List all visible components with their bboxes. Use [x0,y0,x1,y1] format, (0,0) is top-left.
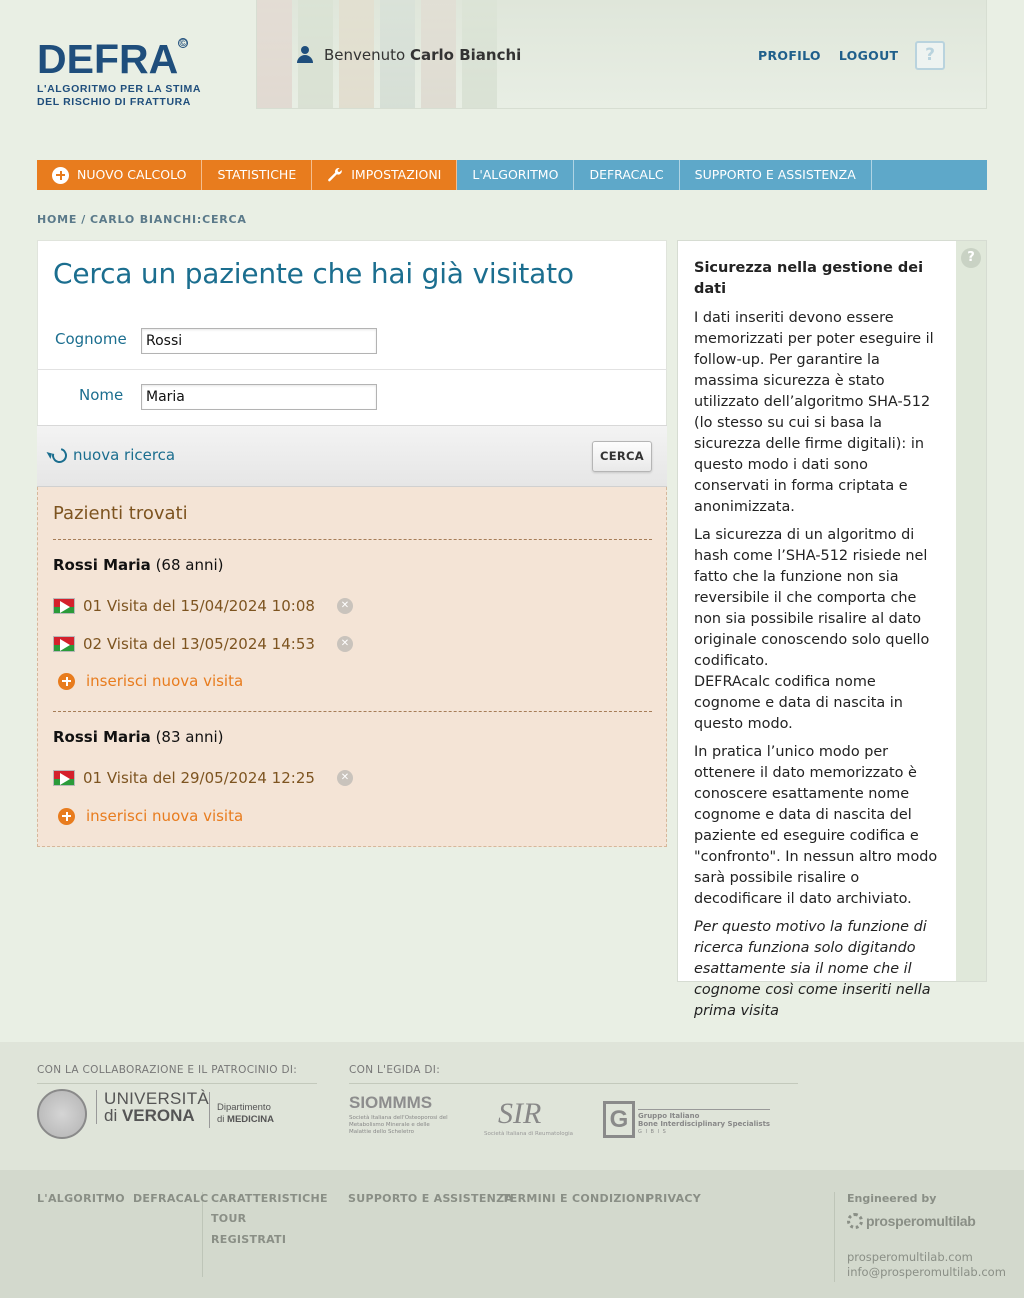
company-contact [847,1250,1006,1280]
pm-logo-icon [847,1213,863,1229]
divider [37,1083,317,1084]
footer-link-privacy[interactable]: PRIVACY [646,1192,702,1205]
help-icon[interactable]: ? [961,248,981,268]
divider [53,711,652,712]
add-visit-link[interactable]: inserisci nuova visita [58,672,243,690]
divider [53,539,652,540]
new-search-link[interactable]: nuova ricerca [52,446,175,464]
flag-icon [53,636,75,652]
sidebar-paragraph: In pratica l’unico modo per ottenere il dato memorizzato è conoscere esattamente nome cognome e data di nascita del paziente ed eseguire codifica e "confronto". In nessun altro modo sarà possibile risalire o decodificare il dato archiviato. [694,744,938,907]
collab-label: CON LA COLLABORAZIONE E IL PATROCINIO DI: [37,1064,298,1076]
delete-icon[interactable]: ✕ [337,770,353,786]
delete-icon[interactable]: ✕ [337,636,353,652]
univr-logo[interactable]: UNIVERSITÀ di VERONA [96,1090,209,1124]
visit-link[interactable]: 01 Visita del 29/05/2024 12:25 [83,769,315,787]
copyright-mark: © [179,38,187,49]
main-nav [37,160,987,190]
footer-link-defracalc[interactable]: DEFRACALC [133,1192,209,1205]
flag-icon [53,770,75,786]
nav-impostazioni[interactable]: IMPOSTAZIONI [312,160,457,190]
surname-input[interactable] [141,328,377,354]
visit-item [53,635,353,653]
name-input[interactable] [141,384,377,410]
profile-link[interactable]: PROFILO [758,48,821,63]
results-panel [37,487,667,847]
sidebar-paragraph: La sicurezza di un algoritmo di hash come l’SHA-512 risiede nel fatto che la funzione non sia reversibile il che comporta che non sia possibile risalire al dato originale conoscendo solo quello codificato. DEFRAcalc codifica nome cognome e data di nascita in questo modo. [694,527,930,732]
nav-defracalc[interactable]: DEFRACALC [574,160,679,190]
nav-statistiche[interactable]: STATISTICHE [202,160,312,190]
logout-link[interactable]: LOGOUT [838,48,899,63]
sidebar-strip [956,241,986,981]
defra-logo[interactable] [37,36,217,109]
visit-link[interactable]: 02 Visita del 13/05/2024 14:53 [83,635,315,653]
plus-circle-icon [52,167,69,184]
results-title: Pazienti trovati [53,503,188,524]
breadcrumb-current: CERCA [202,213,247,226]
sidebar-note: Per questo motivo la funzione di ricerca funziona solo digitando esattamente sia il nome che il cognome così come inseriti nella prima visita [694,919,931,1019]
univr-seal-logo [37,1089,87,1139]
company-website[interactable]: prosperomultilab.com [847,1250,973,1264]
siommms-logo[interactable]: SIOMMMS Società Italiana dell'Osteoporosi del Metabolismo Minerale e delle Malattie dello Scheletro [349,1093,448,1135]
dip-medicina-logo[interactable]: Dipartimento di MEDICINA [209,1092,274,1128]
name-row [37,369,667,425]
info-sidebar [677,240,987,1019]
page-title: Cerca un paziente che hai già visitato [53,257,574,290]
nav-algoritmo[interactable]: L'ALGORITMO [457,160,574,190]
company-email[interactable]: info@prosperomultilab.com [847,1265,1006,1279]
footer-link-algoritmo[interactable]: L'ALGORITMO [37,1192,125,1205]
user-name: Carlo Bianchi [410,46,522,64]
flag-icon [53,598,75,614]
divider [834,1192,835,1282]
footer-link-registrati[interactable]: REGISTRATI [211,1233,287,1246]
visit-item [53,769,353,787]
delete-icon[interactable]: ✕ [337,598,353,614]
nav-nuovo-calcolo[interactable]: NUOVO CALCOLO [37,160,202,190]
sidebar-title: Sicurezza nella gestione dei dati [694,260,924,297]
user-icon [296,46,314,64]
search-card [37,240,667,847]
patient-header: Rossi Maria (83 anni) [53,728,224,746]
refresh-icon [49,445,69,465]
form-actions [37,425,667,487]
breadcrumb-home[interactable]: HOME [37,213,78,226]
aegis-label: CON L'EGIDA DI: [349,1064,441,1076]
plus-circle-icon [58,673,75,690]
engineered-by-label: Engineered by [847,1192,937,1205]
breadcrumb-user[interactable]: CARLO BIANCHI: [90,213,203,226]
plus-circle-icon [58,808,75,825]
footer-link-caratteristiche[interactable]: CARATTERISTICHE [211,1192,328,1205]
divider [349,1083,798,1084]
footer-link-tour[interactable]: TOUR [211,1212,247,1225]
sidebar-content [694,258,944,1029]
gibis-logo[interactable]: G Gruppo Italiano Bone Interdisciplinary Specialists G I B I S [603,1101,770,1138]
search-form [37,240,667,487]
logo-tagline: L'ALGORITMO PER LA STIMA DEL RISCHIO DI FRATTURA [37,83,202,108]
visit-link[interactable]: 01 Visita del 15/04/2024 10:08 [83,597,315,615]
welcome-message: Benvenuto Carlo Bianchi [296,46,521,64]
visit-item [53,597,353,615]
breadcrumb: HOME / CARLO BIANCHI:CERCA [37,213,247,226]
nav-supporto[interactable]: SUPPORTO E ASSISTENZA [680,160,872,190]
footer-link-termini[interactable]: TERMINI E CONDIZIONI [502,1192,650,1205]
logo-wordmark: DEFRA © [37,36,187,82]
top-links [758,48,898,63]
help-button[interactable]: ? [915,41,945,70]
sir-logo[interactable]: SIR Società Italiana di Reumatologia [484,1097,573,1137]
footer-link-supporto[interactable]: SUPPORTO E ASSISTENZA [348,1192,514,1205]
wrench-icon [327,167,343,183]
search-button[interactable]: CERCA [592,441,652,472]
prosperomultilab-logo[interactable]: prosperomultilab [847,1213,976,1229]
name-label: Nome [79,386,124,404]
surname-label: Cognome [55,330,127,348]
sidebar-paragraph: I dati inseriti devono essere memorizzati per poter eseguire il follow-up. Per garantire la massima sicurezza è stato utilizzato dell’algoritmo SHA-512 (lo stesso su cui si basa la sicurezza delle firme digitali): in questo modo i dati sono conservati in forma criptata e anonimizzata. [694,310,934,515]
add-visit-link[interactable]: inserisci nuova visita [58,807,243,825]
patient-header: Rossi Maria (68 anni) [53,556,224,574]
surname-row [37,313,667,369]
